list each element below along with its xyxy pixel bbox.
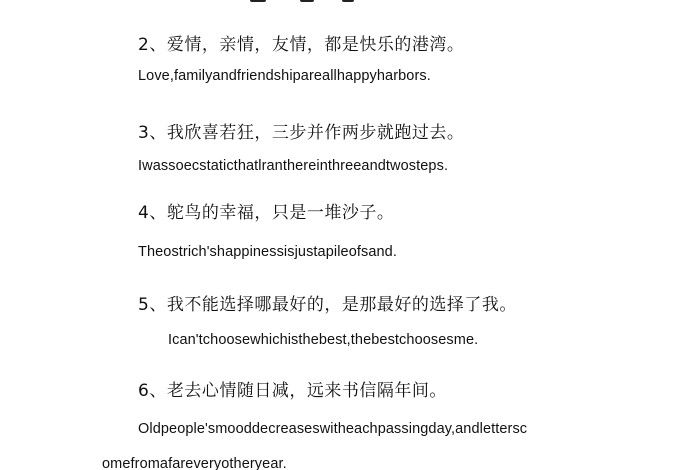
item-4-chinese: 4、鸵鸟的幸福，只是一堆沙子。 [138,203,395,223]
item-5-english: Ican'tchoosewhichisthebest,thebestchoosesme. [168,332,479,348]
item-2-chinese: 2、爱情，亲情，友情，都是快乐的港湾。 [138,35,465,55]
item-2-english: Love,familyandfriendshipareallhappyharbors. [138,68,431,84]
item-4-english: Theostrich'shappinessisjustapileofsand. [138,244,397,260]
item-3-chinese: 3、我欣喜若狂，三步并作两步就跑过去。 [138,123,465,143]
item-6-chinese: 6、老去心情随日减，远来书信隔年间。 [138,381,447,401]
cropped-previous-line [0,0,700,4]
item-6-english-line-2: omefromafareveryotheryear. [102,456,287,470]
item-3-english: Iwassoecstaticthatlrantherеinthreeandtwosteps. [138,158,449,174]
item-5-chinese: 5、我不能选择哪最好的，是那最好的选择了我。 [138,295,517,315]
item-6-english-line-1: Oldpeople'smooddecreaseswitheachpassingday,andlettersc [138,421,528,437]
